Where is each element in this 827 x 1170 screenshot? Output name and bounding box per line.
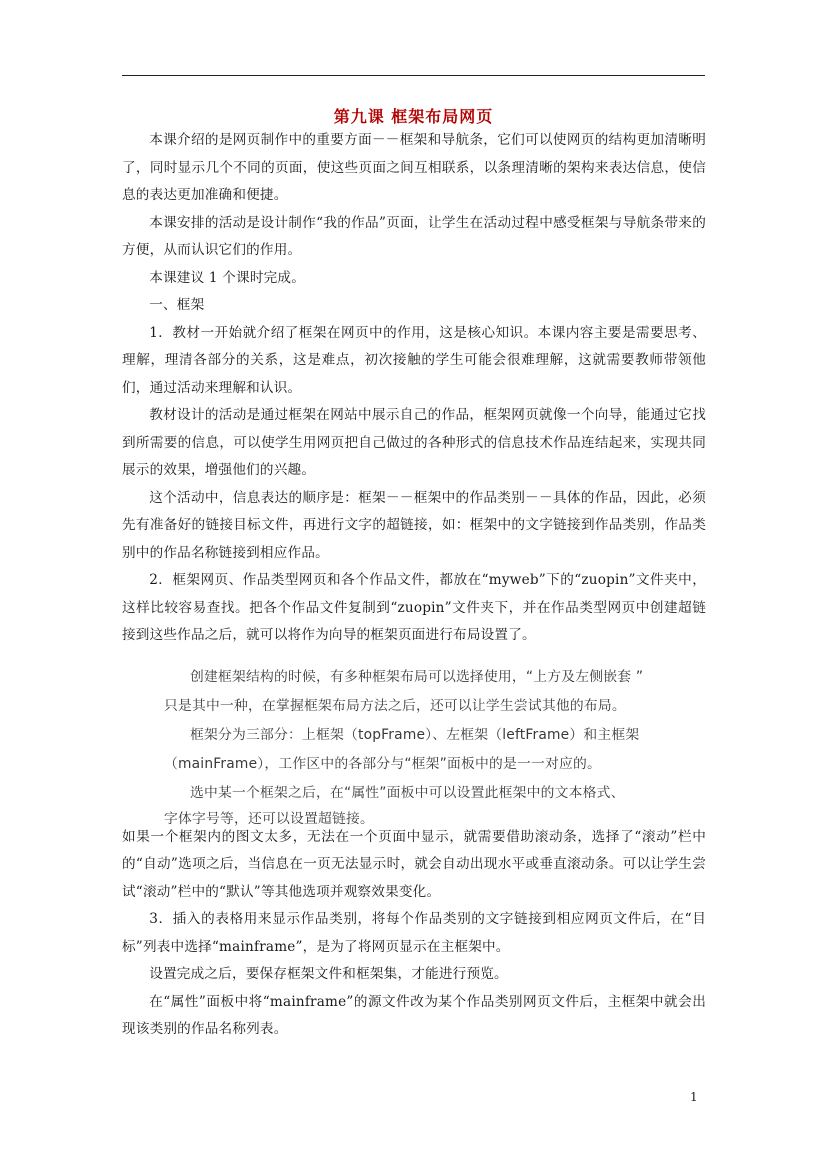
page-number: 1 <box>690 1090 698 1104</box>
paragraph: 设置完成之后，要保存框架文件和框架集，才能进行预览。 <box>149 966 508 982</box>
paragraph: 这个活动中，信息表达的顺序是：框架－－框架中的作品类别－－具体的作品，因此，必须先有准备好的链接目标文件，再进行文字的超链接，如：框架中的文字链接到作品类别，作品类别中的作品名称链接到相应作品。 <box>122 489 706 561</box>
figure-line: 创建框架结构的时候，有多种框架布局可以选择使用，“上方及左侧嵌套 ” <box>190 668 644 685</box>
paragraph: 本课介绍的是网页制作中的重要方面－－框架和导航条，它们可以使网页的结构更加清晰明了，同时显示几个不同的页面，使这些页面之间互相联系，以条理清晰的架构来表达信息，使信息的表达更加准确和便捷。 <box>122 132 706 203</box>
embedded-text-figure <box>122 656 706 827</box>
header-rule <box>122 75 705 76</box>
figure-line: 选中某一个框架之后，在“属性”面板中可以设置此框架中的文本格式、 <box>190 784 625 801</box>
figure-line: 字体字号等，还可以设置超链接。 <box>164 810 374 827</box>
document-body <box>122 127 706 1044</box>
page-title: 第九课 框架布局网页 <box>333 107 494 126</box>
section-heading: 一、框架 <box>149 297 205 313</box>
paragraph: 1．教材一开始就介绍了框架在网页中的作用，这是核心知识。本课内容主要是需要思考、理解，理清各部分的关系，这是难点，初次接触的学生可能会很难理解，这就需要教师带领他们，通过活动来理解和认识。 <box>122 324 706 396</box>
figure-line: （mainFrame），工作区中的各部分与“框架”面板中的是一一对应的。 <box>164 755 601 772</box>
paragraph: 如果一个框架内的图文太多，无法在一个页面中显示，就需要借助滚动条，选择了“滚动”栏中的“自动”选项之后，当信息在一页无法显示时，就会自动出现水平或垂直滚动条。可以让学生尝试“滚动”栏中的“默认”等其他选项并观察效果变化。 <box>122 828 706 900</box>
paragraph: 本课安排的活动是设计制作“我的作品”页面，让学生在活动过程中感受框架与导航条带来的方便，从而认识它们的作用。 <box>122 214 706 258</box>
figure-line: 框架分为三部分：上框架（topFrame）、左框架（leftFrame）和主框架 <box>190 726 640 743</box>
paragraph: 3．插入的表格用来显示作品类别，将每个作品类别的文字链接到相应网页文件后，在“目标”列表中选择“mainframe”，是为了将网页显示在主框架中。 <box>122 911 706 955</box>
figure-line: 只是其中一种，在掌握框架布局方法之后，还可以让学生尝试其他的布局。 <box>164 697 626 714</box>
paragraph: 在“属性”面板中将“mainframe”的源文件改为某个作品类别网页文件后，主框架中就会出现该类别的作品名称列表。 <box>122 993 706 1037</box>
paragraph: 2．框架网页、作品类型网页和各个作品文件，都放在“myweb”下的“zuopin”文件夹中，这样比较容易查找。把各个作品文件复制到“zuopin”文件夹下，并在作品类型网页中创建超链接到这些作品之后，就可以将作为向导的框架页面进行布局设置了。 <box>122 572 706 643</box>
paragraph: 教材设计的活动是通过框架在网站中展示自己的作品，框架网页就像一个向导，能通过它找到所需要的信息，可以使学生用网页把自己做过的各种形式的信息技术作品连结起来，实现共同展示的效果，增强他们的兴趣。 <box>122 407 706 478</box>
paragraph: 本课建议 1 个课时完成。 <box>149 269 306 286</box>
